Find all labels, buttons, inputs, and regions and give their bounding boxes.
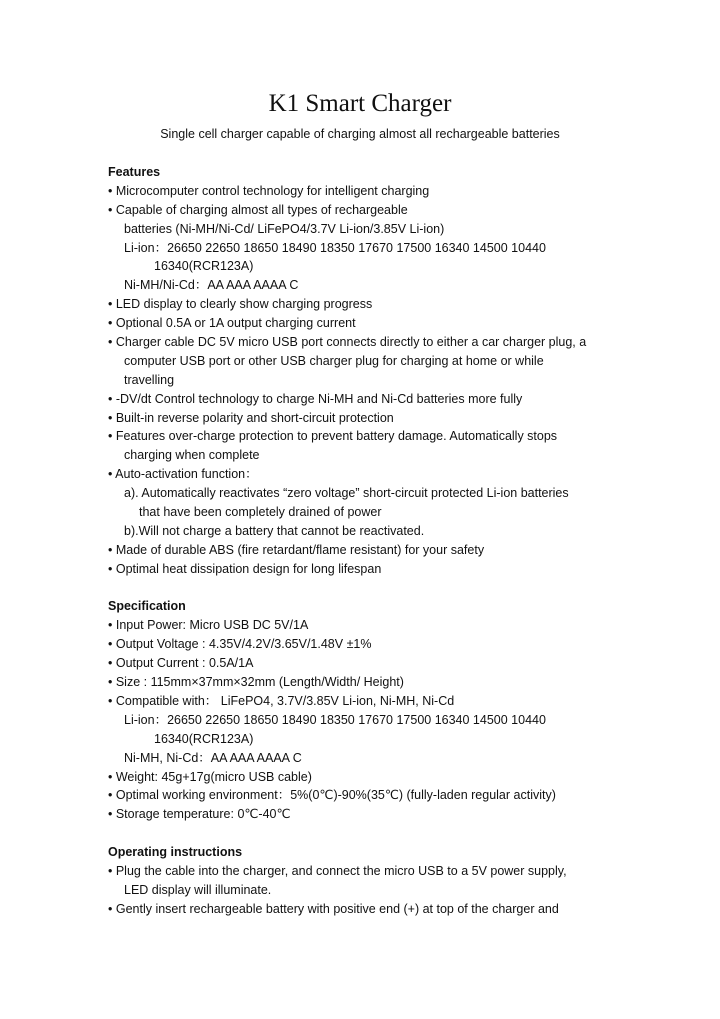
- specification-line: Ni-MH, Ni-Cd：AA AAA AAAA C: [124, 750, 302, 765]
- features-line: batteries (Ni-MH/Ni-Cd/ LiFePO4/3.7V Li-ion/3.85V Li-ion): [124, 221, 445, 236]
- specification-line: • Output Current : 0.5A/1A: [108, 656, 254, 671]
- document-body: [108, 163, 628, 919]
- features-line: travelling: [124, 372, 175, 387]
- features-line: • Auto-activation function：: [108, 467, 258, 482]
- features-heading: Features: [108, 165, 161, 179]
- specification-line: • Compatible with： LiFePO4, 3.7V/3.85V Li-ion, Ni-MH, Ni-Cd: [108, 693, 455, 708]
- features-line: computer USB port or other USB charger plug for charging at home or while: [124, 353, 544, 368]
- specification-heading: Specification: [108, 599, 186, 614]
- features-line: charging when complete: [124, 448, 260, 463]
- features-line: 16340(RCR123A): [154, 259, 254, 274]
- specification-line: • Weight: 45g+17g(micro USB cable): [108, 769, 312, 784]
- features-line: b).Will not charge a battery that cannot be reactivated.: [124, 523, 425, 538]
- features-line: • LED display to clearly show charging progress: [108, 297, 373, 312]
- document-subtitle: Single cell charger capable of charging almost all rechargeable batteries: [160, 127, 560, 141]
- specification-line: • Storage temperature: 0℃-40℃: [108, 807, 291, 822]
- features-line: a). Automatically reactivates “zero voltage” short-circuit protected Li-ion batteries: [124, 486, 569, 501]
- section-spacer: [108, 824, 628, 843]
- features-line: • Built-in reverse polarity and short-circuit protection: [108, 410, 394, 425]
- operating-line: • Gently insert rechargeable battery with positive end (+) at top of the charger and: [108, 901, 559, 916]
- features-line: • Charger cable DC 5V micro USB port connects directly to either a car charger plug, a: [108, 335, 587, 350]
- features-line: that have been completely drained of power: [139, 505, 382, 520]
- document-title: K1 Smart Charger: [268, 90, 452, 117]
- operating-heading: Operating instructions: [108, 845, 243, 860]
- specification-line: • Size : 115mm×37mm×32mm (Length/Width/ Height): [108, 675, 404, 690]
- section-spacer: [108, 579, 628, 598]
- operating-line: LED display will illuminate.: [124, 882, 272, 897]
- specification-line: • Input Power: Micro USB DC 5V/1A: [108, 618, 309, 633]
- specification-line: • Optimal working environment：5%(0℃)-90%(35℃) (fully-laden regular activity): [108, 788, 556, 803]
- features-line: • Capable of charging almost all types of rechargeable: [108, 202, 408, 217]
- features-line: • Microcomputer control technology for intelligent charging: [108, 183, 430, 198]
- features-line: • Features over-charge protection to prevent battery damage. Automatically stops: [108, 429, 558, 444]
- features-line: Ni-MH/Ni-Cd：AA AAA AAAA C: [124, 278, 299, 293]
- specification-line: • Output Voltage : 4.35V/4.2V/3.65V/1.48V ±1%: [108, 637, 372, 652]
- operating-line: • Plug the cable into the charger, and connect the micro USB to a 5V power supply,: [108, 863, 567, 878]
- features-line: • Optional 0.5A or 1A output charging current: [108, 316, 356, 331]
- features-line: • Optimal heat dissipation design for long lifespan: [108, 561, 382, 576]
- features-line: • Made of durable ABS (fire retardant/flame resistant) for your safety: [108, 542, 485, 557]
- features-line: Li-ion：26650 22650 18650 18490 18350 17670 17500 16340 14500 10440: [124, 240, 546, 255]
- features-line: • -DV/dt Control technology to charge Ni-MH and Ni-Cd batteries more fully: [108, 391, 523, 406]
- specification-line: 16340(RCR123A): [154, 731, 254, 746]
- specification-line: Li-ion：26650 22650 18650 18490 18350 17670 17500 16340 14500 10440: [124, 712, 546, 727]
